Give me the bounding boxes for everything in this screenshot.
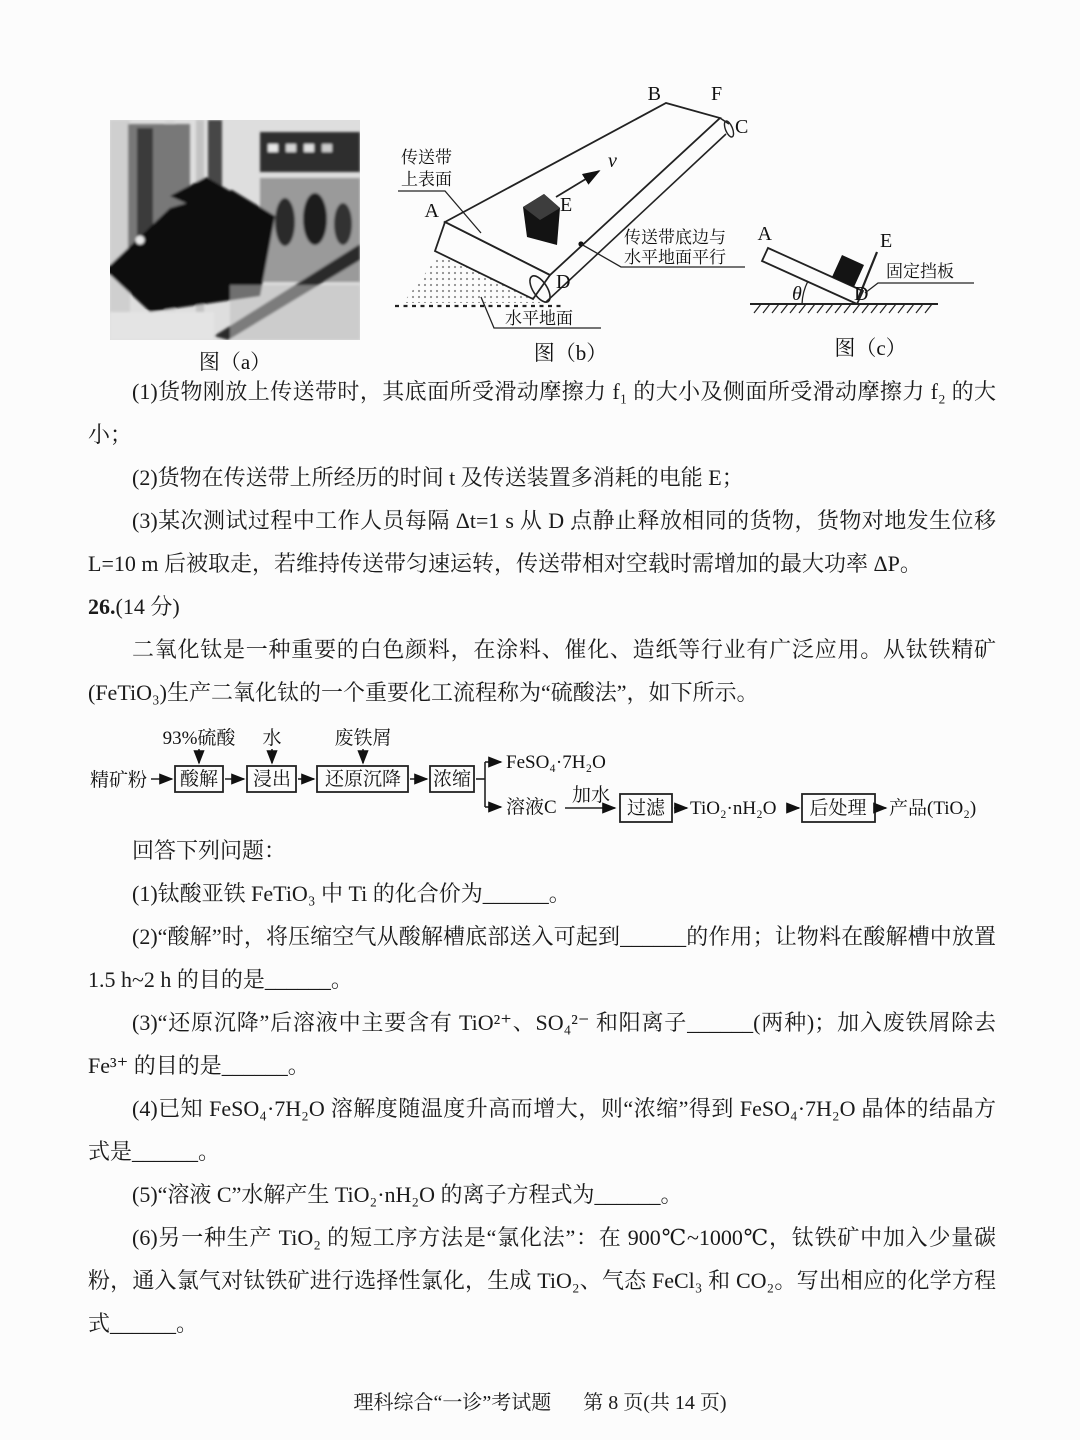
question-26-header: [88, 585, 996, 628]
figure-c: [748, 215, 993, 362]
label-B: B: [647, 85, 661, 105]
label-C: C: [735, 116, 748, 138]
figure-a-caption: 图（a）: [198, 350, 272, 374]
step-filter: 过滤: [626, 798, 666, 819]
input-arrows: [199, 749, 363, 763]
chem-item-4: (4)已知 FeSO₄·7H₂O 溶解度随温度升高而增大，则“浓缩”得到 FeSO₄·7H₂O 晶体的结晶方式是______。: [88, 1096, 996, 1164]
svg-text:上表面: 上表面: [401, 170, 452, 189]
physics-sub3: (3)某次测试过程中工作人员每隔 Δt=1 s 从 D 点静止释放相同的货物，货物对地发生位移 L=10 m 后被取走，若维持传送带匀速运转，传送带相对空载时需增加的最大功率 ΔP。: [88, 508, 996, 576]
figure-c-caption: 图（c）: [834, 336, 907, 360]
chem-item-5: (5)“溶液 C”水解产生 TiO₂·nH₂O 的离子方程式为______。: [132, 1182, 683, 1207]
figure-b-caption: 图（b）: [533, 341, 608, 365]
input-scrap-iron: 废铁屑: [334, 728, 392, 749]
baffle-annotation: [865, 262, 974, 293]
label-D: D: [854, 283, 869, 305]
chem-item-2: (2)“酸解”时，将压缩空气从酸解槽底部送入可起到______的作用；让物料在酸解槽中放置 1.5 h~2 h 的目的是______。: [88, 924, 996, 992]
svg-text:固定挡板: 固定挡板: [886, 262, 954, 281]
intermediate-hydrate: TiO₂·nH₂O: [690, 798, 777, 819]
svg-text:传送带底边与: 传送带底边与: [624, 228, 726, 247]
footer-exam-title: 理科综合“一诊”考试题: [353, 1392, 552, 1414]
question-points: (14 分): [115, 594, 180, 619]
angle-arc: [802, 281, 808, 304]
branch-lines: [476, 762, 501, 807]
conveyor-diagram: [393, 85, 748, 335]
input-sulfuric-acid: 93%硫酸: [162, 728, 236, 749]
svg-text:水平地面平行: 水平地面平行: [624, 248, 726, 267]
label-A: A: [757, 223, 772, 245]
label-A: A: [424, 200, 439, 222]
label-F: F: [711, 85, 723, 105]
chem-item-6: (6)另一种生产 TiO₂ 的短工序方法是“氯化法”：在 900℃~1000℃，钛铁矿中加入少量碳粉，通入氯气对钛铁矿进行选择性氯化，生成 TiO₂、气态 FeCl₃ 和 CO₂。写出相应的化学方程式______。: [88, 1225, 996, 1336]
input-water: 水: [262, 728, 282, 749]
conveyor-photo: [110, 120, 360, 340]
figure-a: [110, 120, 360, 376]
solution-c: 溶液C: [506, 797, 557, 818]
step-leach: 浸出: [252, 769, 292, 790]
label-E: E: [560, 194, 573, 216]
page-footer: [0, 1386, 1080, 1415]
chem-item-1: (1)钛酸亚铁 FeTiO₃ 中 Ti 的化合价为______。: [132, 881, 571, 906]
incline-diagram: [748, 215, 993, 320]
step-concentrate: 浓缩: [432, 769, 472, 790]
svg-text:传送带: 传送带: [401, 148, 452, 167]
step-reduction-settling: 还原沉降: [324, 769, 402, 790]
start-material: 精矿粉: [90, 770, 148, 791]
add-water-label: 加水: [571, 785, 611, 806]
final-product: 产品(TiO₂): [889, 798, 977, 819]
chem-item-3: (3)“还原沉降”后溶液中主要含有 TiO²⁺、SO₄²⁻ 和阳离子______(两种)；加入废铁屑除去 Fe³⁺ 的目的是______。: [88, 1010, 996, 1078]
product-ferrous-sulfate: FeSO₄·7H₂O: [506, 752, 606, 773]
physics-sub2: (2)货物在传送带上所经历的时间 t 及传送装置多消耗的电能 E；: [132, 465, 744, 490]
label-E: E: [880, 230, 893, 252]
physics-sub1: (1)货物刚放上传送带时，其底面所受滑动摩擦力 f₁ 的大小及侧面所受滑动摩擦力 f₂ 的大小；: [88, 379, 996, 447]
label-D: D: [556, 271, 571, 293]
belt-top-annotation: [398, 148, 481, 233]
svg-text:水平地面: 水平地面: [505, 309, 573, 328]
answer-prompt: 回答下列问题：: [132, 838, 287, 863]
question-26-intro: 二氧化钛是一种重要的白色颜料，在涂料、催化、造纸等行业有广泛应用。从钛铁精矿(FeTiO₃)生产二氧化钛的一个重要化工流程称为“硫酸法”，如下所示。: [88, 637, 996, 705]
question-text: [88, 370, 996, 1345]
step-post-treatment: 后处理: [809, 798, 867, 819]
figure-b: [393, 85, 748, 367]
label-v: v: [608, 150, 617, 172]
label-theta: θ: [792, 283, 802, 305]
ground: [750, 304, 938, 313]
step-acid-decompose: 酸解: [179, 769, 219, 790]
footer-page-info: 第 8 页(共 14 页): [583, 1392, 727, 1414]
process-flowchart: [88, 722, 996, 827]
question-number: 26.: [88, 594, 116, 619]
cargo-block: [523, 194, 560, 245]
